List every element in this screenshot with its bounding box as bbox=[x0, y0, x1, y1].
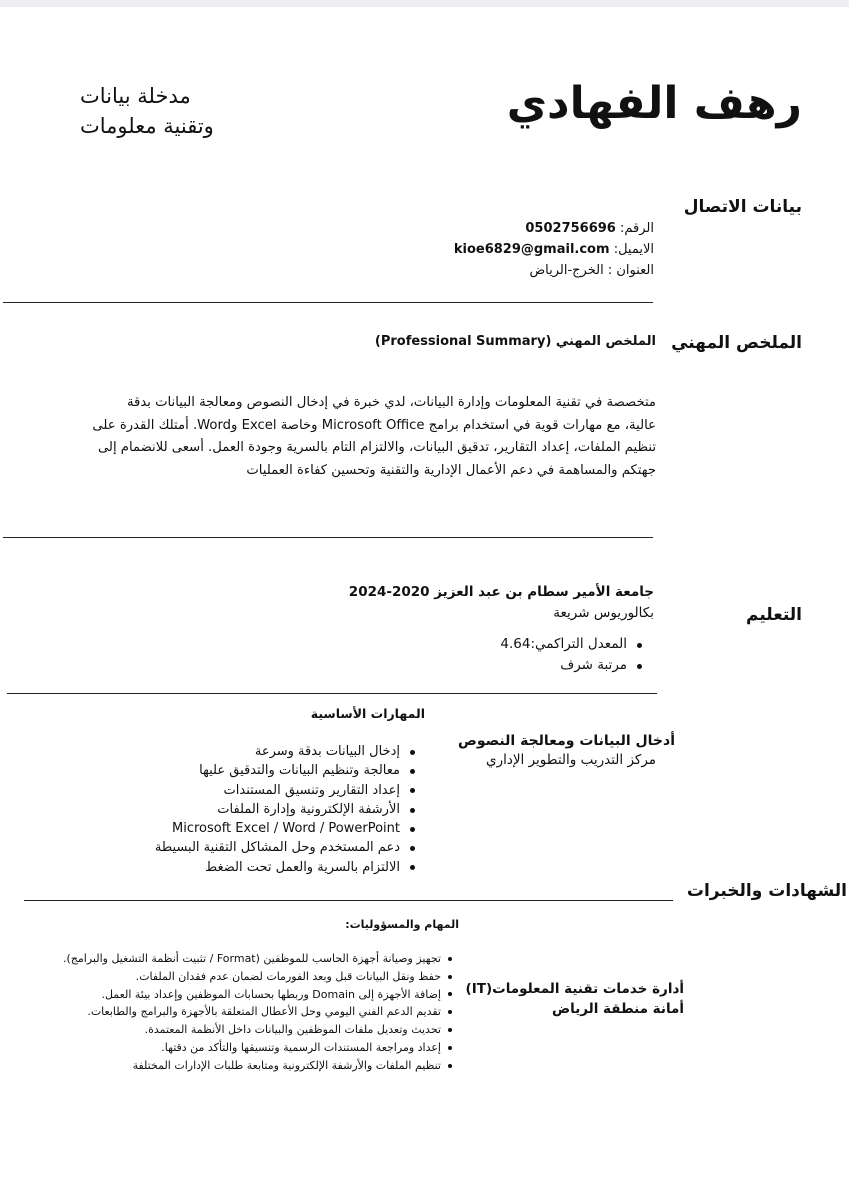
summary-paragraph bbox=[66, 392, 656, 482]
phone-label: الرقم: bbox=[620, 221, 654, 236]
education-section-title: التعليم bbox=[746, 605, 802, 625]
summary-section-title: الملخص المهني bbox=[671, 333, 802, 353]
job-title-line-2: وتقنية معلومات bbox=[80, 114, 214, 138]
employer-name: أمانة منطقة الرياض bbox=[551, 1001, 684, 1017]
tasks-heading: المهام والمسؤوليات: bbox=[345, 918, 459, 931]
skill-item: الأرشفة الإلكترونية وإدارة الملفات bbox=[155, 800, 418, 819]
skills-heading: المهارات الأساسية bbox=[310, 706, 425, 721]
skill-item: معالجة وتنظيم البيانات والتدقيق عليها bbox=[155, 761, 418, 780]
skill-item: Microsoft Excel / Word / PowerPoint bbox=[155, 819, 418, 838]
divider bbox=[7, 693, 657, 694]
certifications-section-title: الشهادات والخبرات bbox=[686, 881, 847, 901]
skill-item: الالتزام بالسرية والعمل تحت الضغط bbox=[155, 858, 418, 877]
address-row bbox=[454, 260, 654, 281]
skill-item: دعم المستخدم وحل المشاكل التقنية البسيطة bbox=[155, 838, 418, 857]
contact-block bbox=[454, 218, 654, 281]
task-item: حفظ ونقل البيانات قبل وبعد الفورمات لضمان عدم فقدان الملفات. bbox=[63, 968, 455, 986]
email-row bbox=[454, 239, 654, 260]
task-item: تنظيم الملفات والأرشفة الإلكترونية ومتابعة طلبات الإدارات المختلفة bbox=[63, 1057, 455, 1075]
task-item: تحديث وتعديل ملفات الموظفين والبيانات داخل الأنظمة المعتمدة. bbox=[63, 1021, 455, 1039]
summary-line: جهتكم والمساهمة في دعم الأعمال الإدارية والتقنية وتحسين كفاءة العمليات bbox=[246, 462, 656, 478]
gpa-item: المعدل التراكمي:4.64 bbox=[500, 634, 645, 655]
divider bbox=[3, 537, 653, 538]
email-label: الايميل: bbox=[613, 242, 654, 257]
top-band bbox=[0, 0, 849, 7]
tasks-list bbox=[63, 950, 455, 1075]
summary-line: عالية، مع مهارات قوية في استخدام برامج Microsoft Office وخاصة Excel وWord. أمتلك القدرة على bbox=[92, 417, 656, 433]
summary-line: تنظيم الملفات، إعداد التقارير، تدقيق البيانات، والالتزام التام بالسرية وجودة العمل. أسعى للانضمام إلى bbox=[97, 440, 656, 455]
employer-block bbox=[466, 979, 684, 1019]
address-label: العنوان : bbox=[607, 263, 654, 278]
employer-department: أدارة خدمات تقنية المعلومات(IT) bbox=[465, 981, 684, 997]
skill-item: إعداد التقارير وتنسيق المستندات bbox=[155, 781, 418, 800]
university-name: جامعة الأمير سطام بن عبد العزيز 2020-2024 bbox=[348, 584, 654, 600]
contact-section-title: بيانات الاتصال bbox=[683, 197, 802, 217]
degree: بكالوريوس شريعة bbox=[553, 605, 654, 621]
task-item: تقديم الدعم الفني اليومي وحل الأعطال المتعلقة بالأجهزة والبرامج والطابعات. bbox=[63, 1003, 455, 1021]
skill-item: إدخال البيانات بدقة وسرعة bbox=[155, 742, 418, 761]
job-title-line-1: مدخلة بيانات bbox=[80, 84, 191, 108]
task-item: إعداد ومراجعة المستندات الرسمية وتنسيقها والتأكد من دقتها. bbox=[63, 1039, 455, 1057]
address-value: الخرج-الرياض bbox=[529, 263, 604, 278]
phone-row bbox=[454, 218, 654, 239]
course-provider: مركز التدريب والتطوير الإداري bbox=[486, 752, 656, 768]
candidate-name: رهف الفهادي bbox=[506, 78, 802, 129]
divider bbox=[24, 900, 673, 901]
task-item: إضافة الأجهزة إلى Domain وربطها بحسابات الموظفين وإعداد بيئة العمل. bbox=[63, 986, 455, 1004]
task-item: تجهيز وصيانة أجهزة الحاسب للموظفين (Format / تثبيت أنظمة التشغيل والبرامج). bbox=[63, 950, 455, 968]
summary-heading: الملخص المهني (Professional Summary) bbox=[374, 334, 656, 349]
skills-list bbox=[155, 742, 418, 877]
summary-line: متخصصة في تقنية المعلومات وإدارة البيانات، لدي خبرة في إدخال النصوص ومعالجة البيانات بدقة bbox=[126, 395, 656, 410]
honors-item: مرتبة شرف bbox=[500, 655, 645, 676]
divider bbox=[3, 302, 653, 303]
email-value: kioe6829@gmail.com bbox=[453, 242, 610, 257]
course-title: أدخال البيانات ومعالجة النصوص bbox=[458, 733, 675, 749]
phone-value: 0502756696 bbox=[525, 221, 616, 236]
education-details bbox=[500, 634, 645, 676]
